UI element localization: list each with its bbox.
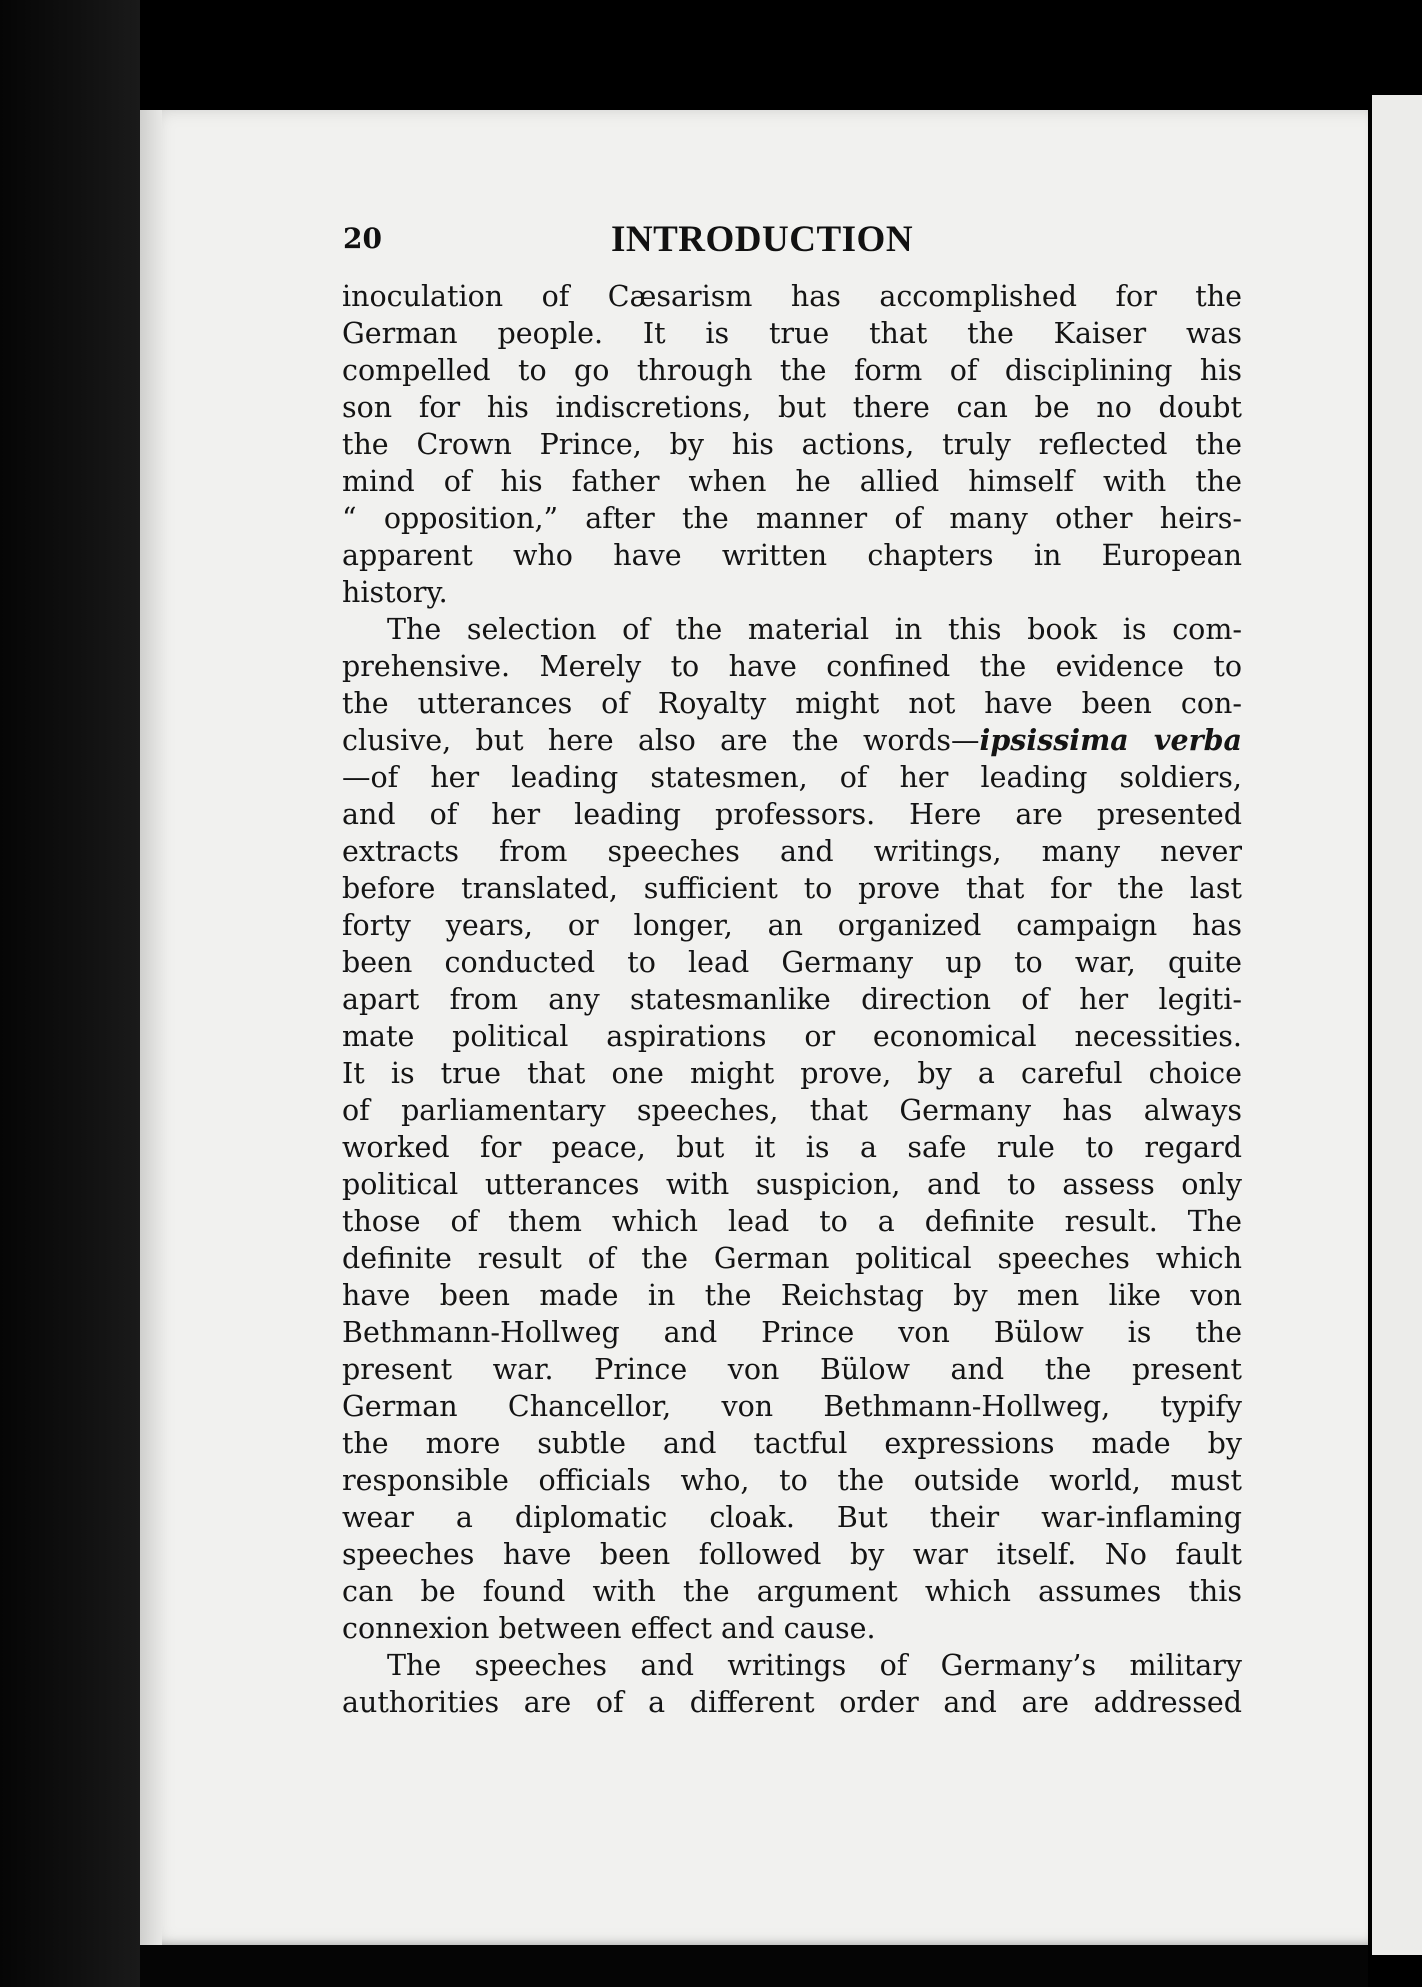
scan-border-left — [0, 0, 140, 1987]
paragraph-start-line: The selection of the material in this book is com- — [387, 613, 1242, 646]
text-line: responsible officials who, to the outside world, must — [342, 1464, 1242, 1497]
text-line: prehensive. Merely to have confined the evidence to — [342, 650, 1242, 683]
text-line: been conducted to lead Germany up to war, quite — [342, 946, 1242, 979]
text-line: Bethmann-Hollweg and Prince von Bülow is the — [342, 1316, 1242, 1349]
text-line: German people. It is true that the Kaiser was — [342, 317, 1242, 350]
text-line: history. — [342, 576, 448, 609]
text-line: mind of his father when he allied himself with the — [342, 465, 1242, 498]
text-line: mate political aspirations or economical necessities. — [342, 1020, 1242, 1053]
text-line-with-italic — [342, 722, 1242, 759]
text-line: apparent who have written chapters in European — [342, 539, 1242, 572]
text-line: political utterances with suspicion, and to assess only — [342, 1168, 1242, 1201]
text-line: and of her leading professors. Here are presented — [342, 798, 1242, 831]
text-line: —of her leading statesmen, of her leading soldiers, — [342, 761, 1242, 794]
text-line: “ opposition,” after the manner of many other heirs- — [342, 502, 1242, 535]
text-line: German Chancellor, von Bethmann-Hollweg, typify — [342, 1390, 1242, 1423]
running-title: INTRODUCTION — [611, 219, 914, 260]
page-number: 20 — [343, 222, 382, 255]
text-line: present war. Prince von Bülow and the present — [342, 1353, 1242, 1386]
text-line: extracts from speeches and writings, many never — [342, 835, 1242, 868]
text-line: inoculation of Cæsarism has accomplished for the — [342, 280, 1242, 313]
text-line: compelled to go through the form of disciplining his — [342, 354, 1242, 387]
text-line: speeches have been followed by war itself. No fault — [342, 1538, 1242, 1571]
text-line: authorities are of a different order and are addressed — [342, 1686, 1242, 1719]
text-line: have been made in the Reichstag by men like von — [342, 1279, 1242, 1312]
text-line: those of them which lead to a definite result. The — [342, 1205, 1242, 1238]
scan-border-bottom — [140, 1945, 1368, 1987]
text-line: connexion between effect and cause. — [342, 1612, 876, 1645]
text-line: the more subtle and tactful expressions made by — [342, 1427, 1242, 1460]
text-line: definite result of the German political speeches which — [342, 1242, 1242, 1275]
text-line: before translated, sufficient to prove that for the last — [342, 872, 1242, 905]
text-line: It is true that one might prove, by a careful choice — [342, 1057, 1242, 1090]
page-gutter — [140, 110, 162, 1945]
text-line: of parliamentary speeches, that Germany has always — [342, 1094, 1242, 1127]
text-line: worked for peace, but it is a safe rule to regard — [342, 1131, 1242, 1164]
text-line: wear a diplomatic cloak. But their war-inflaming — [342, 1501, 1242, 1534]
text-line: son for his indiscretions, but there can be no doubt — [342, 391, 1242, 424]
text-fragment: clusive, but here also are the words— — [342, 724, 980, 757]
text-line: forty years, or longer, an organized campaign has — [342, 909, 1242, 942]
italic-phrase: ipsissima verba — [979, 723, 1242, 757]
body-text — [342, 278, 1242, 1721]
paragraph-start-line: The speeches and writings of Germany’s military — [387, 1649, 1242, 1682]
text-line: the Crown Prince, by his actions, truly reflected the — [342, 428, 1242, 461]
text-line: apart from any statesmanlike direction of her legiti- — [342, 983, 1242, 1016]
text-line: can be found with the argument which assumes this — [342, 1575, 1242, 1608]
facing-page-strip — [1372, 95, 1422, 1955]
running-head — [343, 212, 1243, 268]
text-line: the utterances of Royalty might not have been con- — [342, 687, 1242, 720]
